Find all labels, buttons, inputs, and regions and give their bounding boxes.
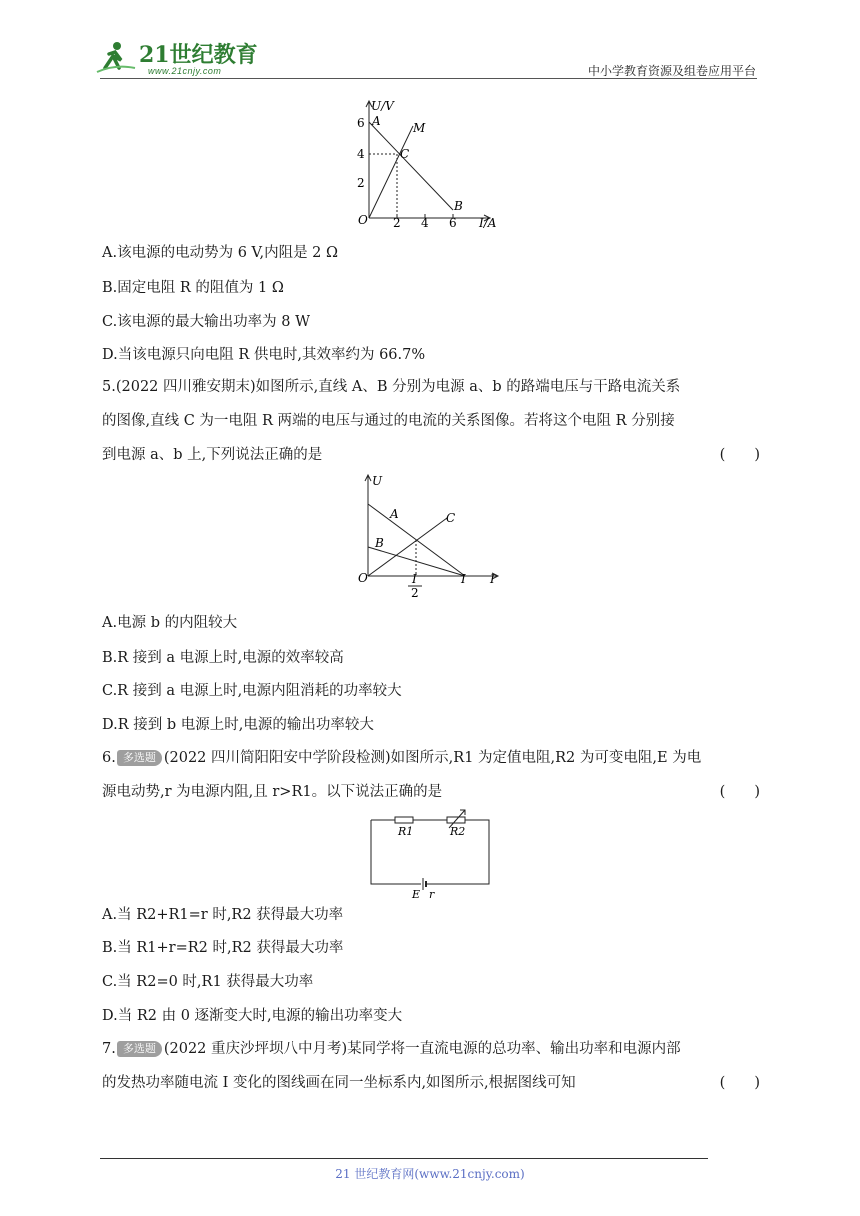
q7-stem-text: (2022 重庆沙坪坝八中月考)某同学将一直流电源的总功率、输出功率和电源内部 xyxy=(163,1041,681,1057)
q6-stem-line2: 源电动势,r 为电源内阻,且 r>R1。以下说法正确的是 xyxy=(102,784,443,800)
x-tick-2: 2 xyxy=(393,216,401,230)
circuit-diagram xyxy=(365,808,495,900)
graph-battery-lines xyxy=(350,472,510,600)
x-axis-label: I/A xyxy=(479,216,497,230)
q6-answer-paren: ( ) xyxy=(719,784,760,800)
point-m-label: M xyxy=(413,121,426,135)
q6-stem-line1 xyxy=(102,748,701,768)
y-tick-4: 4 xyxy=(357,147,365,161)
footer-divider xyxy=(100,1158,708,1159)
line-a-label: A xyxy=(390,507,399,521)
point-a-label: A xyxy=(372,114,381,128)
point-c-label: C xyxy=(400,147,410,161)
r1-resistor xyxy=(395,817,413,823)
header-platform-text: 中小学教育资源及组卷应用平台 xyxy=(587,64,756,78)
y-axis-label: U xyxy=(372,474,383,488)
q6-number: 6. xyxy=(102,750,116,766)
header-divider xyxy=(100,78,757,79)
tick-full-label: I xyxy=(461,572,466,586)
line-b-label: B xyxy=(375,536,384,550)
q6-option-b: B.当 R1+r=R2 时,R2 获得最大功率 xyxy=(102,940,344,956)
q5-option-c: C.R 接到 a 电源上时,电源内阻消耗的功率较大 xyxy=(102,683,402,699)
q5-option-d: D.R 接到 b 电源上时,电源的输出功率较大 xyxy=(102,717,374,733)
q4-option-b: B.固定电阻 R 的阻值为 1 Ω xyxy=(102,280,284,296)
q7-stem-line2: 的发热功率随电流 I 变化的图线画在同一坐标系内,如图所示,根据图线可知 xyxy=(102,1075,576,1091)
q6-stem-text: (2022 四川简阳阳安中学阶段检测)如图所示,R1 为定值电阻,R2 为可变电阻,E 为电 xyxy=(163,750,702,766)
q6-option-a: A.当 R2+R1=r 时,R2 获得最大功率 xyxy=(102,907,344,923)
page-header xyxy=(0,0,860,90)
origin-label: O xyxy=(358,213,368,227)
q4-option-a: A.该电源的电动势为 6 V,内阻是 2 Ω xyxy=(102,245,339,261)
q5-option-a: A.电源 b 的内阻较大 xyxy=(102,615,238,631)
r2-label: R2 xyxy=(450,825,466,838)
runner-icon xyxy=(97,42,135,72)
x-tick-4: 4 xyxy=(421,216,429,230)
y-tick-6: 6 xyxy=(357,116,365,130)
tick-half-numerator: I xyxy=(412,572,417,586)
q5-stem-line3: 到电源 a、b 上,下列说法正确的是 xyxy=(102,447,323,463)
r-label: r xyxy=(429,888,435,900)
q7-answer-paren: ( ) xyxy=(719,1075,760,1091)
logo-url: www.21cnjy.com xyxy=(148,66,222,76)
q7-stem-line1 xyxy=(102,1039,681,1059)
origin-label: O xyxy=(358,571,368,585)
point-b-label: B xyxy=(454,199,463,213)
q5-answer-paren: ( ) xyxy=(719,447,760,463)
graph-ui-lines xyxy=(345,96,515,231)
q6-option-c: C.当 R2=0 时,R1 获得最大功率 xyxy=(102,974,314,990)
x-axis-label: I xyxy=(490,572,495,586)
e-label: E xyxy=(412,888,421,900)
x-tick-6: 6 xyxy=(449,216,457,230)
q5-option-b: B.R 接到 a 电源上时,电源的效率较高 xyxy=(102,650,344,666)
q6-option-d: D.当 R2 由 0 逐渐变大时,电源的输出功率变大 xyxy=(102,1008,403,1024)
q4-option-c: C.该电源的最大输出功率为 8 W xyxy=(102,314,311,330)
y-axis-label: U/V xyxy=(371,99,394,113)
y-tick-2: 2 xyxy=(357,176,365,190)
footer-text[interactable]: 21 世纪教育网(www.21cnjy.com) xyxy=(335,1167,525,1181)
q5-stem-line2: 的图像,直线 C 为一电阻 R 两端的电压与通过的电流的关系图像。若将这个电阻 R 分别接 xyxy=(102,413,675,429)
q7-number: 7. xyxy=(102,1041,116,1057)
multi-select-badge: 多选题 xyxy=(117,1041,162,1057)
line-c-label: C xyxy=(446,511,456,525)
q5-stem-line1: 5.(2022 四川雅安期末)如图所示,直线 A、B 分别为电源 a、b 的路端电压与干路电流关系 xyxy=(102,379,681,395)
tick-half-denominator: 2 xyxy=(411,586,419,600)
r1-label: R1 xyxy=(398,825,414,838)
q4-option-d: D.当该电源只向电阻 R 供电时,其效率约为 66.7% xyxy=(102,347,426,363)
logo-text: 21世纪教育 xyxy=(139,42,258,68)
multi-select-badge: 多选题 xyxy=(117,750,162,766)
